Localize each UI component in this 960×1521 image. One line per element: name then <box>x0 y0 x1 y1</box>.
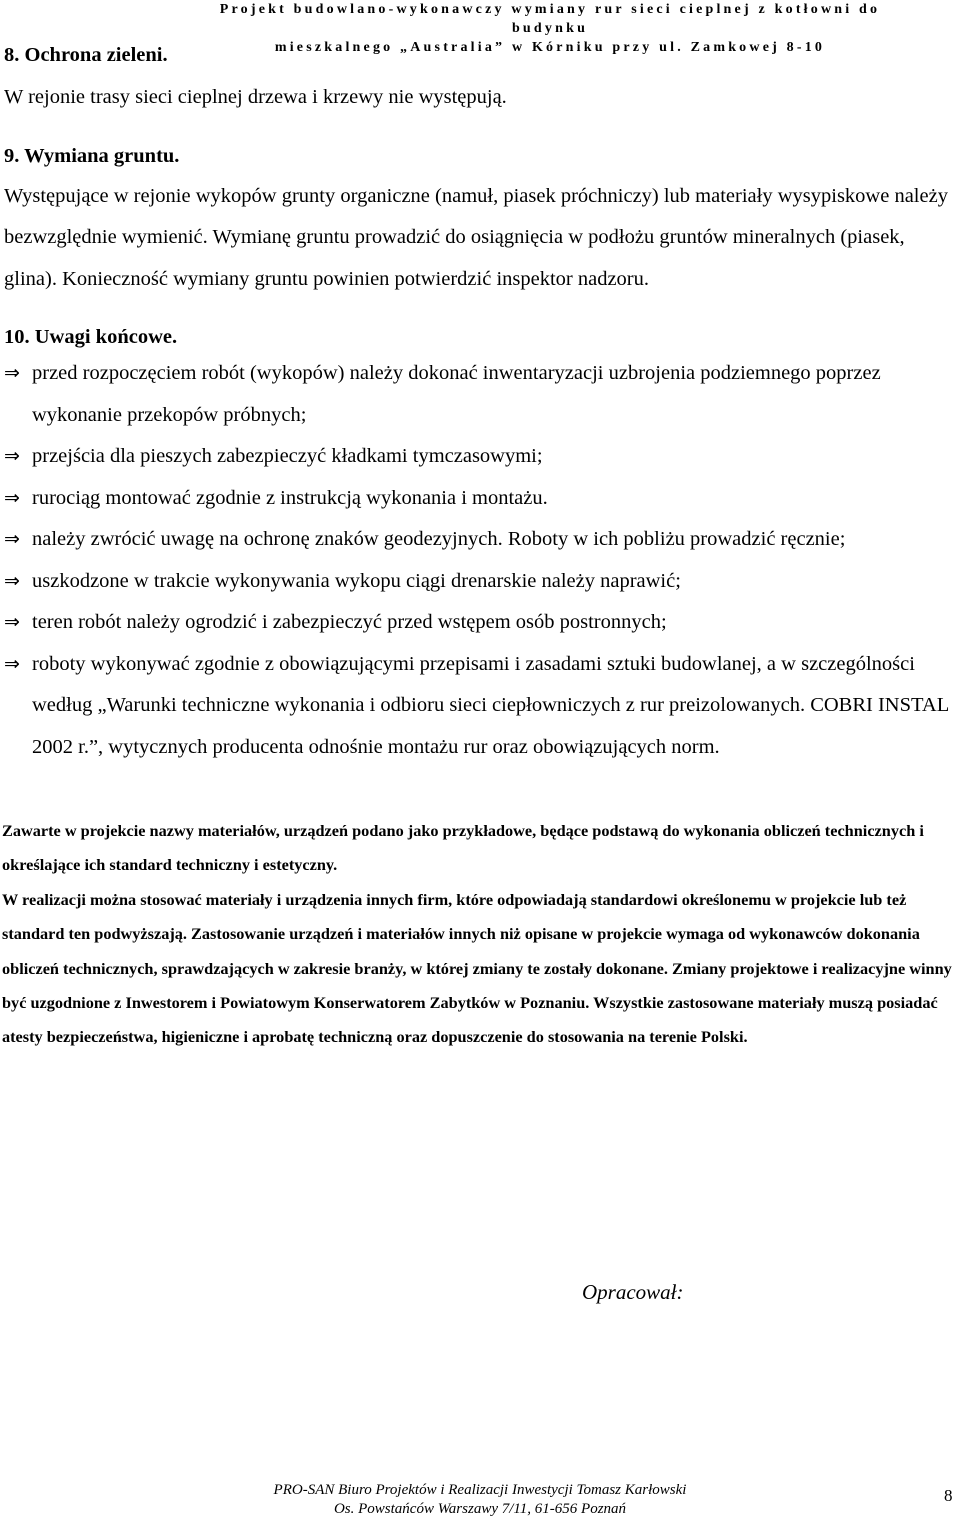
arrow-right-icon: ⇒ <box>4 569 20 592</box>
arrow-right-icon: ⇒ <box>4 611 20 633</box>
list-item: ⇒ uszkodzone w trakcie wykonywania wykopu ciągi drenarskie należy naprawić; <box>0 561 960 603</box>
list-item: ⇒ należy zwrócić uwagę na ochronę znaków geodezyjnych. Roboty w ich pobliżu prowadzić ręcznie; <box>0 519 960 561</box>
signature-label: Opracował: <box>582 1280 684 1304</box>
list-item: ⇒ przejścia dla pieszych zabezpieczyć kładkami tymczasowymi; <box>0 436 960 478</box>
section-8 <box>0 44 960 119</box>
document-footer <box>210 1481 750 1519</box>
arrow-right-icon: ⇒ <box>4 652 20 675</box>
section-9-text: Występujące w rejonie wykopów grunty organiczne (namuł, piasek próchniczy) lub materiały wysypiskowe należy bezwzględnie wymienić. Wymianę gruntu prowadzić do osiągnięcia w podłożu gruntów mineralnych (piasek, glina). Konieczność wymiany gruntu powinien potwierdzić inspektor nadzoru. <box>4 184 948 290</box>
list-item: ⇒ roboty wykonywać zgodnie z obowiązującymi przepisami i zasadami sztuki budowlanej, a w szczególności według „Warunki techniczne wykonania i odbioru sieci ciepłowniczych z rur preizolowanych. COBRI INSTAL 2002 r.”, wytycznych producenta odnośnie montażu rur oraz obowiązujących norm. <box>0 644 960 769</box>
section-8-text: W rejonie trasy sieci cieplnej drzewa i krzewy nie występują. <box>4 86 507 108</box>
footer-line-1: PRO-SAN Biuro Projektów i Realizacji Inwestycji Tomasz Karłowski <box>273 1482 687 1498</box>
document-body <box>0 44 960 1055</box>
arrow-right-icon: ⇒ <box>4 362 20 384</box>
arrow-right-icon: ⇒ <box>4 486 20 509</box>
section-10 <box>0 326 960 768</box>
footer-line-2: Os. Powstańców Warszawy 7/11, 61-656 Poznań <box>333 1501 627 1517</box>
page-number: 8 <box>944 1486 953 1505</box>
header-line-1: Projekt budowlano-wykonawczy wymiany rur sieci cieplnej z kotłowni do budynku <box>219 2 881 36</box>
note-paragraph-1: Zawarte w projekcie nazwy materiałów, urządzeń podano jako przykładowe, będące podstawą do wykonania obliczeń technicznych i określające ich standard techniczny i estetyczny. <box>2 821 924 875</box>
list-item: ⇒ rurociąg montować zgodnie z instrukcją wykonania i montażu. <box>0 478 960 520</box>
list-item: ⇒ teren robót należy ogrodzić i zabezpieczyć przed wstępem osób postronnych; <box>0 602 960 644</box>
arrow-right-icon: ⇒ <box>4 528 20 550</box>
notes-section <box>0 814 960 1055</box>
section-9 <box>0 145 960 301</box>
section-8-heading: 8. Ochrona zieleni. <box>4 44 168 66</box>
list-item: ⇒ przed rozpoczęciem robót (wykopów) należy dokonać inwentaryzacji uzbrojenia podziemnego poprzez wykonanie przekopów próbnych; <box>0 353 960 436</box>
section-10-heading: 10. Uwagi końcowe. <box>4 326 178 348</box>
header-line-2: mieszkalnego „Australia” w Kórniku przy ul. Zamkowej 8-10 <box>274 40 826 55</box>
note-paragraph-2: W realizacji można stosować materiały i urządzenia innych firm, które odpowiadają standardowi określonemu w projekcie lub też standard ten podwyższają. Zastosowanie urządzeń i materiałów innych niż opisane w projekcie wymaga od wykonawców dokonania obliczeń technicznych, sprawdzających w zakresie branży, w której zmiany te zostały dokonane. Zmiany projektowe i realizacyjne winny być uzgodnione z Inwestorem i Powiatowym Konserwatorem Zabytków w Poznaniu. Wszystkie zastosowane materiały muszą posiadać atesty bezpieczeństwa, higieniczne i aprobatę techniczną oraz dopuszczenie do stosowania na terenie Polski. <box>2 889 952 1047</box>
section-9-heading: 9. Wymiana gruntu. <box>4 144 180 167</box>
arrow-right-icon: ⇒ <box>4 445 20 467</box>
final-remarks-list <box>0 353 960 768</box>
